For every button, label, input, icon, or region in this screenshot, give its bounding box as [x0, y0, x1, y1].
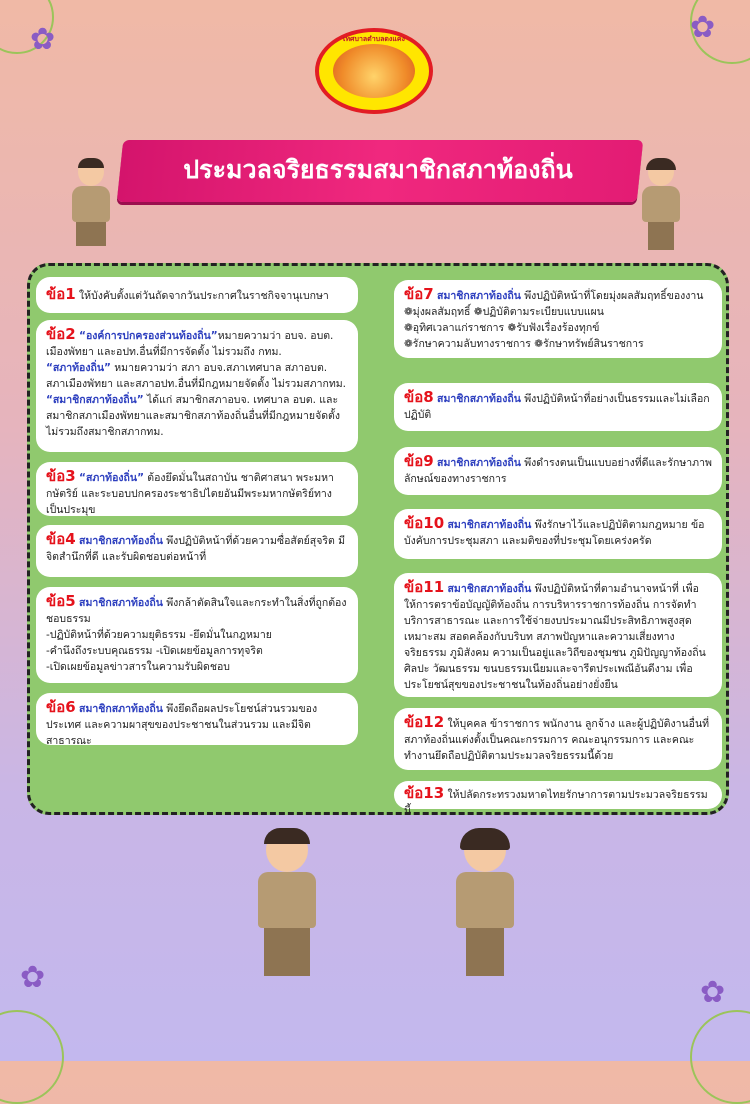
flower-icon: ✿: [30, 22, 56, 57]
article-keyword: “องค์การปกครองส่วนท้องถิ่น”: [79, 330, 218, 342]
article-list-item: ❁อุทิศเวลาแก่ราชการ ❁รับฟังเรื่องร้องทุกข์: [404, 322, 600, 334]
article-keyword: สมาชิกสภาท้องถิ่น: [447, 519, 532, 531]
article-keyword: สมาชิกสภาท้องถิ่น: [79, 535, 163, 547]
flower-icon: ✿: [700, 975, 726, 1010]
logo-text: เทศบาลตำบลดงแคง: [343, 35, 405, 43]
cartoon-officer-left: [60, 158, 120, 248]
article-text: ให้บุคคล ข้าราชการ พนักงาน ลูกจ้าง และผู้ปฏิบัติงานอื่นที่สภาท้องถิ่นแต่งตั้งเป็นคณะกรรมการ คณะอนุกรรมการ และคณะทำงานยึดถือปฏิบัติตามประมวลจริยธรรมนี้ด้วย: [404, 718, 710, 762]
article-keyword: “สมาชิกสภาท้องถิ่น”: [46, 394, 144, 406]
article-keyword: สมาชิกสภาท้องถิ่น: [437, 457, 521, 469]
article-6: [36, 693, 358, 745]
article-text: ให้ปลัดกระทรวงมหาดไทยรักษาการตามประมวลจริยธรรมนี้: [404, 789, 708, 817]
article-number: ข้อ13: [404, 784, 445, 802]
article-text: พึงปฏิบัติหน้าที่โดยมุ่งผลสัมฤทธิ์ของงาน: [520, 290, 704, 302]
article-number: ข้อ10: [404, 514, 445, 532]
article-4: [36, 525, 358, 577]
article-text: หมายความว่า สภา อบจ.สภาเทศบาล สภาอบต. สภาเมืองพัทยา และสภาอปท.อื่นที่มีกฎหมายจัดตั้ง ไม่รวมสภากทม.: [46, 362, 346, 390]
page-title: ประมวลจริยธรรมสมาชิกสภาท้องถิ่น: [183, 155, 573, 184]
article-7: [394, 280, 722, 358]
article-8: [394, 383, 722, 431]
article-11: [394, 573, 722, 697]
article-text: พึงปฏิบัติหน้าที่อย่างเป็นธรรมและไม่เลือกปฏิบัติ: [404, 393, 710, 421]
article-number: ข้อ8: [404, 388, 434, 406]
article-keyword: สมาชิกสภาท้องถิ่น: [447, 583, 532, 595]
article-9: [394, 447, 722, 495]
article-text: ให้บังคับตั้งแต่วันถัดจากวันประกาศในราชกิจจานุเบกษา: [79, 290, 329, 302]
article-number: ข้อ5: [46, 592, 76, 610]
article-number: ข้อ12: [404, 713, 445, 731]
article-number: ข้อ7: [404, 285, 434, 303]
article-number: ข้อ11: [404, 578, 445, 596]
article-text: หมายความว่า อบจ. อบต. เมืองพัทยา และอปท.อื่นที่มีการจัดตั้ง ไม่รวมถึง กทม.: [46, 330, 334, 358]
flower-icon: ✿: [20, 960, 46, 995]
corner-vine-decoration: [690, 1010, 750, 1104]
article-list-item: -คำนึงถึงระบบคุณธรรม -เปิดเผยข้อมูลการทุจริต: [46, 645, 263, 657]
article-list-item: ❁รักษาความลับทางราชการ ❁รักษาทรัพย์สินราชการ: [404, 338, 644, 350]
article-number: ข้อ6: [46, 698, 76, 716]
article-text: พึงดำรงตนเป็นแบบอย่างที่ดีและรักษาภาพลักษณ์ของทางราชการ: [404, 457, 712, 485]
article-list-item: -ปฏิบัติหน้าที่ด้วยความยุติธรรม -ยึดมั่นในกฎหมาย: [46, 629, 272, 641]
article-keyword: สมาชิกสภาท้องถิ่น: [79, 597, 163, 609]
article-text: ได้แก่ สมาชิกสภาอบจ. เทศบาล อบต. และสมาชิกสภาเมืองพัทยาและสมาชิกสภาท้องถิ่นอื่นที่มีกฎหมายจัดตั้ง ไม่รวมถึงสมาชิกสภากทม.: [46, 394, 340, 438]
article-number: ข้อ1: [46, 285, 76, 303]
article-keyword: สมาชิกสภาท้องถิ่น: [79, 703, 163, 715]
article-1: [36, 277, 358, 313]
corner-vine-decoration: [0, 1010, 64, 1104]
cartoon-officer-female: [448, 828, 523, 978]
cartoon-officer-right: [630, 158, 690, 253]
article-3: [36, 462, 358, 516]
logo-emblem: [333, 44, 415, 98]
article-5: [36, 587, 358, 683]
article-list-item: ❁มุ่งผลสัมฤทธิ์ ❁ปฏิบัติตามระเบียบแบบแผน: [404, 306, 604, 318]
municipality-logo: [315, 28, 433, 114]
article-number: ข้อ9: [404, 452, 434, 470]
flower-icon: ✿: [690, 10, 716, 45]
article-number: ข้อ2: [46, 325, 76, 343]
article-list-item: -เปิดเผยข้อมูลข่าวสารในความรับผิดชอบ: [46, 661, 230, 673]
article-keyword: สมาชิกสภาท้องถิ่น: [437, 393, 521, 405]
cartoon-officer-male: [250, 828, 325, 978]
article-text: พึงรักษาไว้และปฏิบัติตามกฎหมาย ข้อบังคับการประชุมสภา และมติของที่ประชุมโดยเคร่งครัด: [404, 519, 705, 547]
article-keyword: “สภาท้องถิ่น”: [79, 472, 144, 484]
article-text: พึงยึดถือผลประโยชน์ส่วนรวมของประเทศ และความผาสุขของประชาชนในส่วนรวม และมีจิตสาธารณะ: [46, 703, 318, 747]
article-13: [394, 781, 722, 817]
article-number: ข้อ4: [46, 530, 76, 548]
article-text: พึงกล้าตัดสินใจและกระทำในสิ่งที่ถูกต้อง ชอบธรรม: [46, 597, 347, 625]
article-12: [394, 708, 722, 770]
article-2: [36, 320, 358, 452]
article-keyword: สมาชิกสภาท้องถิ่น: [437, 290, 521, 302]
article-text: พึงปฏิบัติหน้าที่ด้วยความซื่อสัตย์สุจริต มีจิตสำนึกที่ดี และรับผิดชอบต่อหน้าที่: [46, 535, 346, 563]
article-number: ข้อ3: [46, 467, 76, 485]
article-10: [394, 509, 722, 559]
article-text: พึงปฏิบัติหน้าที่ตามอำนาจหน้าที่ เพื่อให้การตราข้อบัญญัติท้องถิ่น การบริหารราชการท้องถิ่น การจัดทำบริการสาธารณะ และการใช้จ่ายงบประมาณมีประสิทธิภาพสูงสุด เหมาะสม สอดคล้องกับบริบท สภาพปัญหาและความเสี่ยงทางจริยธรรม ภูมิสังคม ความเป็นอยู่และวิถีของชุมชน ภูมิปัญญาท้องถิ่น ศิลปะ วัฒนธรรม ขนบธรรมเนียมและจารีตประเพณีอันดีงาม เพื่อประโยชน์สุขของประชาชนในท้องถิ่นอย่างยั่งยืน: [404, 583, 706, 691]
article-keyword: “สภาท้องถิ่น”: [46, 362, 111, 374]
article-text: ต้องยึดมั่นในสถาบัน ชาติศาสนา พระมหากษัตริย์ และระบอบปกครองระชาธิปไตยอันมีพระมหากษัตริย์ทางเป็นประมุข: [46, 472, 334, 516]
